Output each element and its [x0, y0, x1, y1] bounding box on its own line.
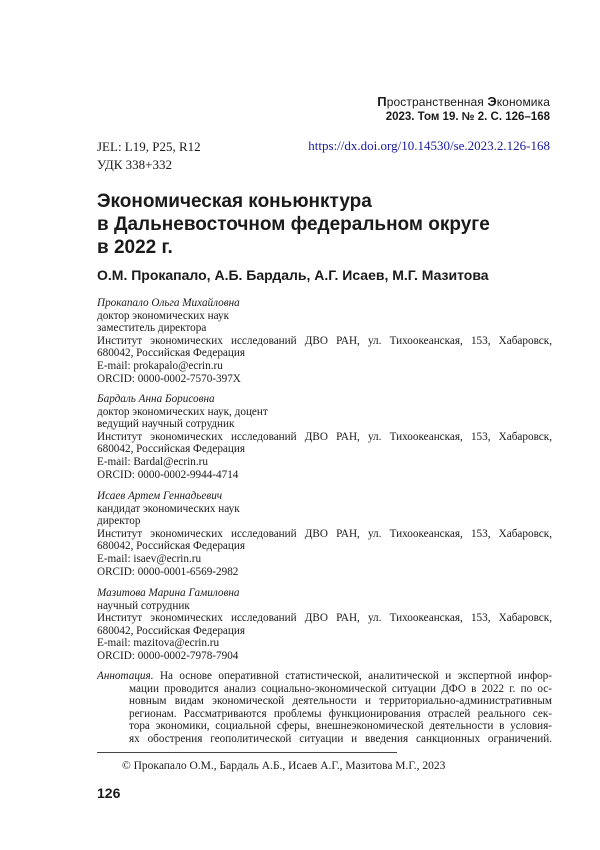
abstract-line: ях обострения геополитической ситуации и введения санкционных ограничений. — [129, 732, 552, 745]
author-affiliation-cont: 680042, Российская Федерация — [97, 443, 246, 456]
abstract-line: регионам. Рассматриваются проблемы функционирования отраслей реального сек- — [129, 707, 552, 720]
author-affiliation: Институт экономических исследований ДВО РАН, ул. Тихоокеанская, 153, Хабаровск, — [97, 527, 552, 540]
author-block — [97, 490, 552, 578]
author-orcid: ORCID: 0000-0001-6569-2982 — [97, 565, 239, 578]
author-affiliation: Институт экономических исследований ДВО РАН, ул. Тихоокеанская, 153, Хабаровск, — [97, 430, 552, 443]
page-number: 126 — [97, 785, 121, 801]
author-block — [97, 297, 552, 385]
author-name: Прокапало Ольга Михайловна — [97, 297, 240, 309]
author-email[interactable]: E-mail: isaev@ecrin.ru — [97, 552, 202, 565]
author-orcid: ORCID: 0000-0002-7570-397X — [97, 372, 241, 385]
author-degree: доктор экономических наук — [97, 309, 230, 322]
author-email[interactable]: E-mail: mazitova@ecrin.ru — [97, 637, 220, 650]
journal-issue: 2023. Том 19. № 2. С. 126–168 — [385, 111, 550, 123]
copyright-notice: © Прокапало О.М., Бардаль А.Б., Исаев А.Г., Мазитова М.Г., 2023 — [122, 760, 446, 772]
journal-header — [377, 94, 550, 123]
author-degree: доктор экономических наук, доцент — [97, 405, 268, 418]
author-block — [97, 393, 552, 481]
author-position: заместитель директора — [97, 322, 207, 335]
abstract-line: Аннотация. На основе оперативной статистической, аналитической и экспертной инфор- — [97, 670, 553, 682]
author-name: Бардаль Анна Борисовна — [97, 393, 215, 405]
author-name: Исаев Артем Геннадьевич — [97, 490, 223, 502]
author-block — [97, 587, 552, 663]
author-email[interactable]: E-mail: prokapalo@ecrin.ru — [97, 359, 223, 372]
abstract-line: мации проводится анализ социально-экономической ситуации ДФО в 2022 г. по ос- — [129, 682, 552, 695]
article-authors: О.М. Прокапало, А.Б. Бардаль, А.Г. Исаев, М.Г. Мазитова — [97, 267, 489, 283]
journal-name: Пространственная Экономика — [377, 94, 550, 109]
abstract-line: тора экономики, социальной сферы, внешнеэкономической деятельности в условия- — [129, 720, 552, 733]
author-affiliation-cont: 680042, Российская Федерация — [97, 624, 246, 637]
classification-codes — [97, 138, 201, 174]
author-orcid: ORCID: 0000-0002-9944-4714 — [97, 468, 239, 481]
author-affiliation-cont: 680042, Российская Федерация — [97, 347, 246, 360]
author-affiliation: Институт экономических исследований ДВО РАН, ул. Тихоокеанская, 153, Хабаровск, — [97, 612, 552, 625]
udk-code: УДК 338+332 — [97, 157, 173, 172]
doi-link[interactable]: https://dx.doi.org/10.14530/se.2023.2.126-168 — [308, 138, 550, 153]
abstract — [97, 670, 552, 746]
author-degree: кандидат экономических наук — [97, 502, 240, 515]
author-orcid: ORCID: 0000-0002-7978-7904 — [97, 649, 239, 662]
author-affiliation: Институт экономических исследований ДВО РАН, ул. Тихоокеанская, 153, Хабаровск, — [97, 334, 552, 347]
author-position: ведущий научный сотрудник — [97, 418, 235, 431]
abstract-label: Аннотация. — [97, 670, 154, 682]
author-name: Мазитова Марина Гамиловна — [97, 587, 240, 599]
abstract-line: новным видам экономической деятельности и территориально-административным — [129, 695, 552, 708]
jel-codes: JEL: L19, P25, R12 — [97, 139, 201, 154]
footnote-divider — [97, 752, 397, 753]
author-email[interactable]: E-mail: Bardal@ecrin.ru — [97, 455, 208, 468]
author-position: директор — [97, 515, 141, 528]
article-title: Экономическая коньюнктура в Дальневосточном федеральном округе в 2022 г. — [97, 191, 490, 258]
author-position: научный сотрудник — [97, 599, 190, 612]
author-affiliation-cont: 680042, Российская Федерация — [97, 540, 246, 553]
